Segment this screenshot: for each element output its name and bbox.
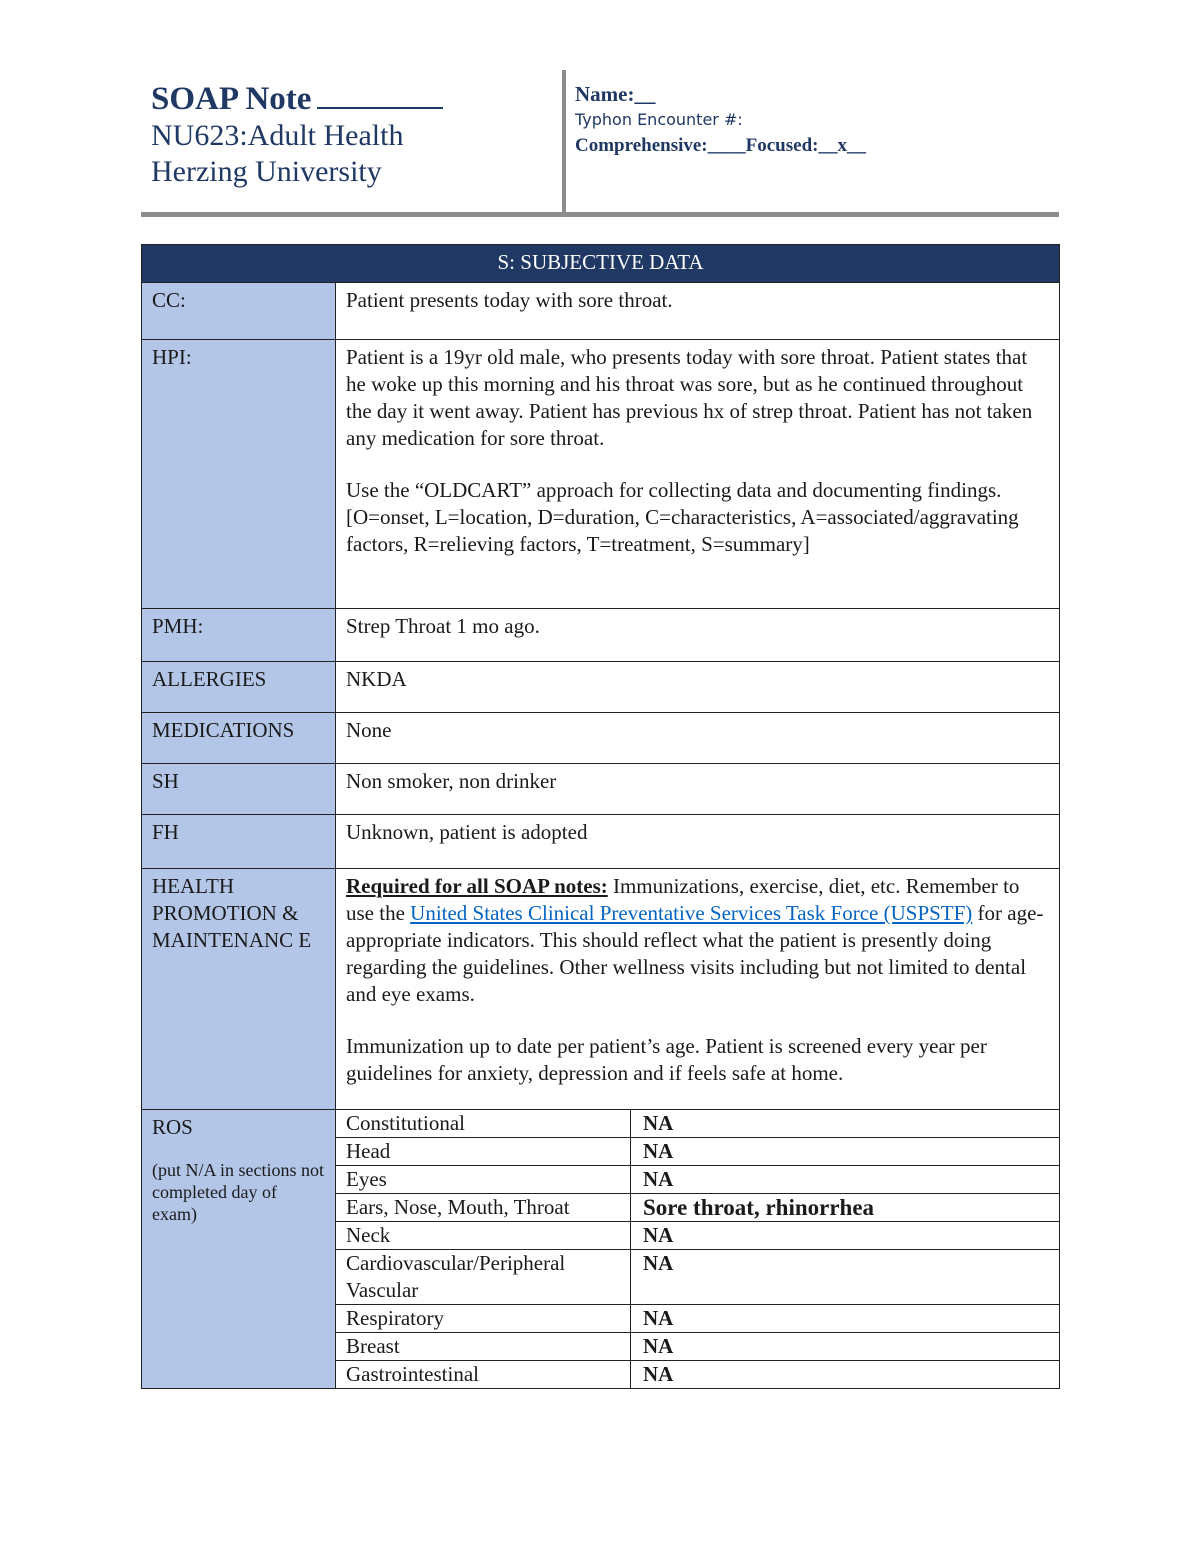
fh-row [142,815,1060,869]
health-promotion-label: HEALTH PROMOTION & MAINTENANC E [142,869,336,1110]
ros-system: Gastrointestinal [336,1361,631,1389]
ros-finding: NA [631,1361,1060,1389]
cc-row [142,283,1060,340]
medications-value: None [336,713,1060,764]
health-promotion-guidance: Required for all SOAP notes: Immunizations, exercise, diet, etc. Remember to use the United States Clinical Preventative Services Task Force (USPSTF) for age-appropriate indicators. This should reflect what the patient is presently doing regarding the guidelines. Other wellness visits including but not limited to dental and eye exams. [346,874,1044,1006]
sh-row [142,764,1060,815]
title-blank-line [317,81,443,109]
ros-system: Breast [336,1333,631,1361]
ros-system: Eyes [336,1166,631,1194]
ros-finding: NA [631,1110,1060,1138]
cc-label: CC: [142,283,336,340]
pmh-row [142,609,1060,662]
allergies-label: ALLERGIES [142,662,336,713]
hpi-value [336,340,1060,609]
ros-finding: NA [631,1333,1060,1361]
pmh-label: PMH: [142,609,336,662]
medications-label: MEDICATIONS [142,713,336,764]
subjective-data-table [141,244,1060,1389]
hpi-label: HPI: [142,340,336,609]
ros-label: ROS [152,1115,193,1139]
sh-label: SH [142,764,336,815]
allergies-row [142,662,1060,713]
typhon-encounter-field: Typhon Encounter #: [575,110,743,129]
ros-system: Cardiovascular/Peripheral Vascular [336,1250,631,1305]
fh-label: FH [142,815,336,869]
header-fields [575,80,866,160]
document-header [151,80,443,190]
ros-row [142,1110,1060,1138]
course-name: NU623:Adult Health [151,119,404,152]
ros-label-cell [142,1110,336,1389]
page-title: SOAP Note [151,80,443,118]
ros-finding: NA [631,1305,1060,1333]
ros-system: Head [336,1138,631,1166]
hpi-narrative: Patient is a 19yr old male, who presents today with sore throat. Patient states that he woke up this morning and his throat was sore, but as he continued throughout the day it went away. Patient has previous hx of strep throat. Patient has not taken any medication for sore throat. [346,345,1033,450]
sh-value: Non smoker, non drinker [336,764,1060,815]
medications-row [142,713,1060,764]
hpi-row [142,340,1060,609]
school-name: Herzing University [151,155,382,188]
encounter-type-field: Comprehensive:____Focused:__x__ [575,135,866,156]
cc-value: Patient presents today with sore throat. [336,283,1060,340]
ros-finding: NA [631,1222,1060,1250]
ros-system: Neck [336,1222,631,1250]
ros-system: Constitutional [336,1110,631,1138]
uspstf-link[interactable]: United States Clinical Preventative Services Task Force (USPSTF) [410,901,973,925]
fh-value: Unknown, patient is adopted [336,815,1060,869]
allergies-value: NKDA [336,662,1060,713]
health-promotion-value [336,869,1060,1110]
ros-finding: Sore throat, rhinorrhea [631,1194,1060,1222]
pmh-value: Strep Throat 1 mo ago. [336,609,1060,662]
health-promotion-row [142,869,1060,1110]
ros-finding: NA [631,1166,1060,1194]
hpi-instructions: Use the “OLDCART” approach for collecting data and documenting findings. [O=onset, L=location, D=duration, C=characteristics, A=associated/aggravating factors, R=relieving factors, T=treatment, S=summary] [346,478,1019,556]
ros-note: (put N/A in sections not completed day of exam) [152,1160,324,1224]
header-rule [141,212,1059,217]
ros-finding: NA [631,1250,1060,1305]
name-field: Name:__ [575,82,656,106]
required-note: Required for all SOAP notes: [346,874,608,898]
section-header-row [142,245,1060,283]
header-divider [562,70,566,214]
ros-finding: NA [631,1138,1060,1166]
ros-system: Respiratory [336,1305,631,1333]
ros-system: Ears, Nose, Mouth, Throat [336,1194,631,1222]
section-title: S: SUBJECTIVE DATA [142,245,1060,283]
health-promotion-status: Immunization up to date per patient’s age. Patient is screened every year per guidelines for anxiety, depression and if feels safe at home. [346,1034,987,1085]
